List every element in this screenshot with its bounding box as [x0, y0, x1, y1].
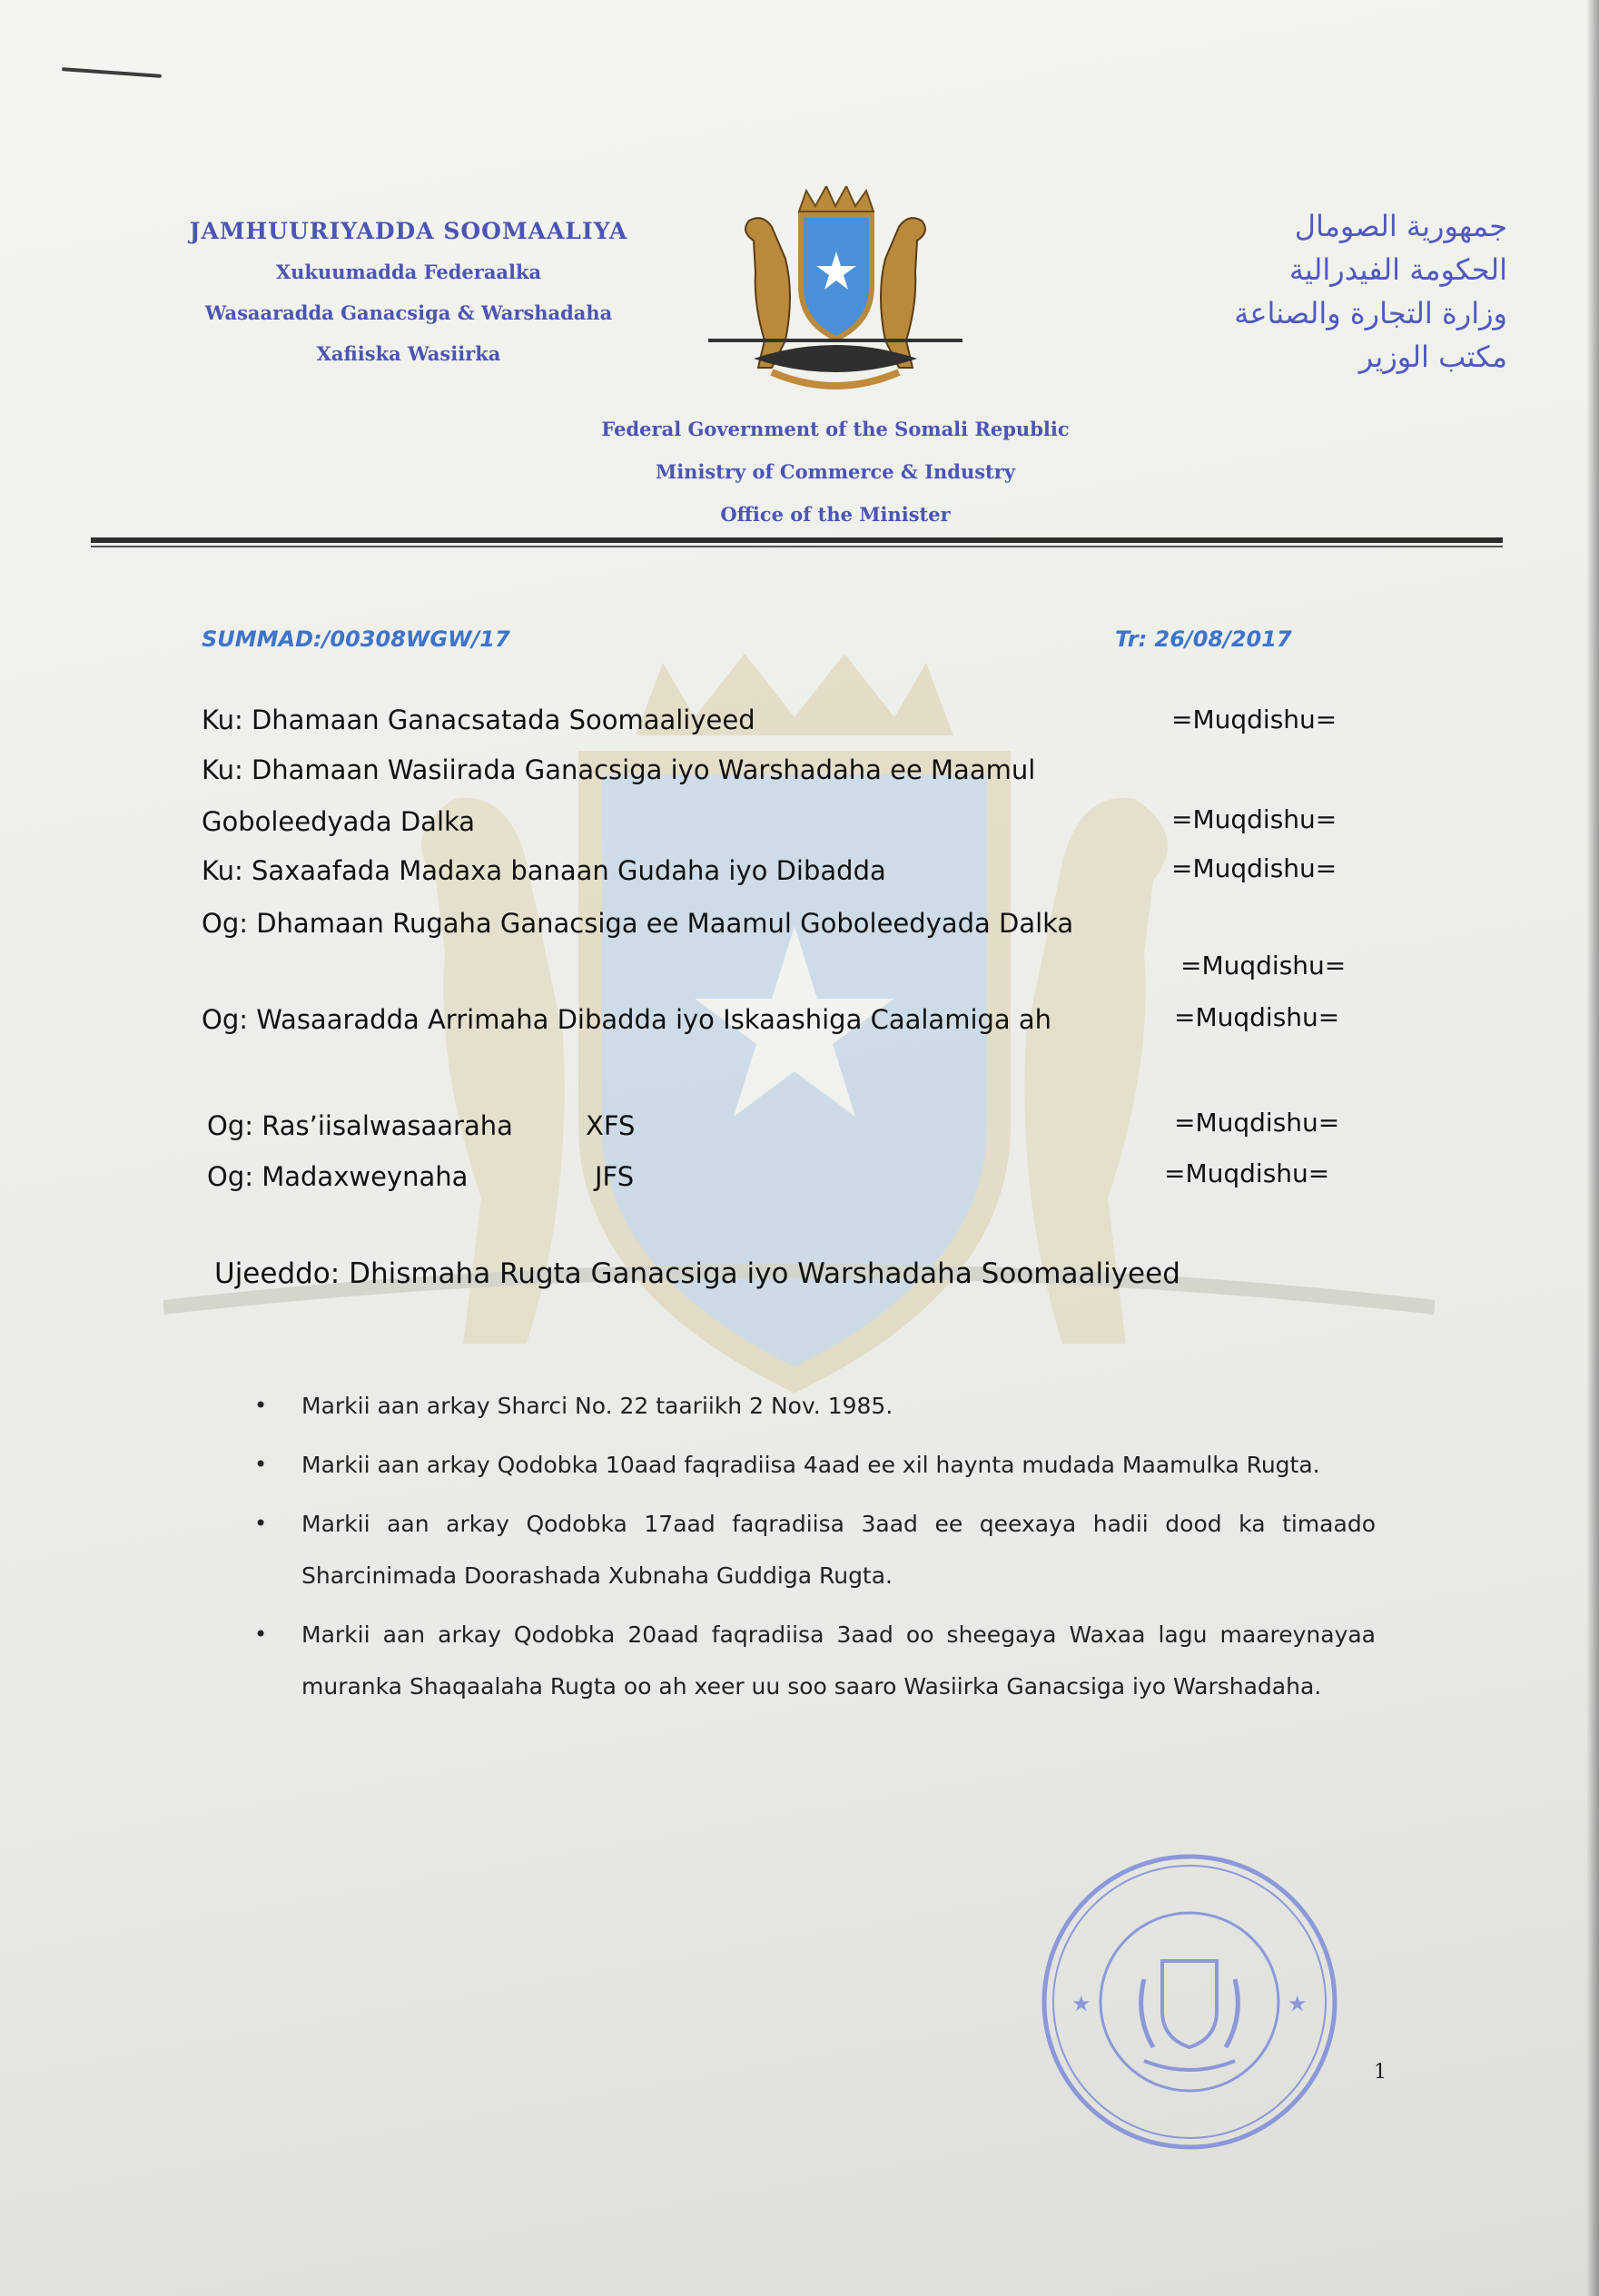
list-item: • Markii aan arkay Qodobka 10aad faqradiisa 4aad ee xil haynta mudada Maamulka Rugta. [254, 1452, 1320, 1478]
header-english-line: Ministry of Commerce & Industry [655, 460, 1016, 483]
addressee-city: =Muqdishu= [1180, 951, 1347, 980]
page-number: 1 [1374, 2061, 1387, 2084]
addressee-abbr: JFS [595, 1161, 635, 1192]
letter-date: Tr: 26/08/2017 [1115, 626, 1292, 652]
header-english-line: Office of the Minister [720, 503, 951, 526]
header-arabic-line: مكتب الوزير [1358, 340, 1507, 374]
header-english-line: Federal Government of the Somali Republic [601, 418, 1070, 440]
header-divider-thin [91, 546, 1503, 547]
addressee-line: Ku: Saxaafada Madaxa banaan Gudaha iyo Dibadda [202, 855, 886, 886]
list-item: • Markii aan arkay Qodobka 17aad faqradiisa 3aad ee qeexaya hadii dood ka timaado Sharcinimada Doorashada Xubnaha Guddiga Rugta. [254, 1511, 1376, 1589]
bullet-list [254, 1380, 1376, 1720]
page-edge-shadow [1586, 0, 1599, 2296]
header-arabic [1017, 209, 1507, 383]
header-arabic-line: جمهورية الصومال [1294, 209, 1507, 243]
header-somali-line: Xukuumadda Federaalka [275, 261, 542, 283]
header-somali-line: Xafiiska Wasiirka [316, 342, 501, 365]
addressee-city: =Muqdishu= [1171, 853, 1337, 883]
header-arabic-line: الحكومة الفيدرالية [1288, 252, 1507, 287]
letter-subject: Ujeeddo: Dhismaha Rugta Ganacsiga iyo Warshadaha Soomaaliyeed [214, 1257, 1180, 1290]
addressee-city: =Muqdishu= [1164, 1158, 1330, 1188]
addressee-line: Og: Wasaaradda Arrimaha Dibadda iyo Iskaashiga Caalamiga ah [202, 1004, 1052, 1035]
list-item: • Markii aan arkay Qodobka 20aad faqradiisa 3aad oo sheegaya Waxaa lagu maareynayaa muranka Shaqaalaha Rugta oo ah xeer uu soo saaro Wasiirka Ganacsiga iyo Warshadaha. [254, 1621, 1376, 1700]
addressee-abbr: XFS [586, 1110, 636, 1141]
addressee-city: =Muqdishu= [1171, 804, 1337, 834]
svg-text:★: ★ [1288, 1991, 1308, 2016]
list-item: • Markii aan arkay Sharci No. 22 taariikh 2 Nov. 1985. [254, 1393, 893, 1419]
bullet-text: Markii aan arkay Qodobka 20aad faqradiisa 3aad oo sheegaya Waxaa lagu maareynayaa muranka Shaqaalaha Rugta oo ah xeer uu soo saaro Wasiirka Ganacsiga iyo Warshadaha. [301, 1621, 1376, 1700]
reference-number: SUMMAD:/00308WGW/17 [202, 626, 510, 652]
addressee-line: Og: Dhamaan Rugaha Ganacsiga ee Maamul Goboleedyada Dalka [202, 908, 1074, 939]
bullet-text: Markii aan arkay Sharci No. 22 taariikh 2 Nov. 1985. [301, 1393, 893, 1419]
addressee-city: =Muqdishu= [1174, 1002, 1340, 1032]
addressee-line: Goboleedyada Dalka [202, 806, 476, 837]
header-somali-line: Wasaaradda Ganacsiga & Warshadaha [204, 301, 613, 324]
pen-mark [62, 67, 162, 78]
addressee-line: Ku: Dhamaan Wasiirada Ganacsiga iyo Warshadaha ee Maamul [202, 754, 1036, 785]
official-stamp [1035, 1852, 1344, 2152]
addressee-city: =Muqdishu= [1174, 1108, 1340, 1138]
bullet-text: Markii aan arkay Qodobka 17aad faqradiisa 3aad ee qeexaya hadii dood ka timaado Sharcinimada Doorashada Xubnaha Guddiga Rugta. [301, 1511, 1376, 1589]
svg-text:★: ★ [1071, 1991, 1091, 2016]
header-divider [91, 537, 1503, 543]
header-somali-line: JAMHUURIYADDA SOOMAALIYA [189, 218, 628, 244]
addressee-line: Og: Ras’iisalwasaaraha [207, 1110, 513, 1141]
coat-of-arms-emblem [699, 186, 972, 404]
header-english [490, 418, 1180, 546]
addressee-line: Og: Madaxweynaha [207, 1161, 469, 1192]
bullet-text: Markii aan arkay Qodobka 10aad faqradiisa 4aad ee xil haynta mudada Maamulka Rugta. [301, 1452, 1320, 1478]
header-somali [173, 218, 645, 383]
addressee-line: Ku: Dhamaan Ganacsatada Soomaaliyeed [202, 705, 755, 735]
header-arabic-line: وزارة التجارة والصناعة [1234, 296, 1507, 330]
addressee-city: =Muqdishu= [1171, 705, 1337, 734]
